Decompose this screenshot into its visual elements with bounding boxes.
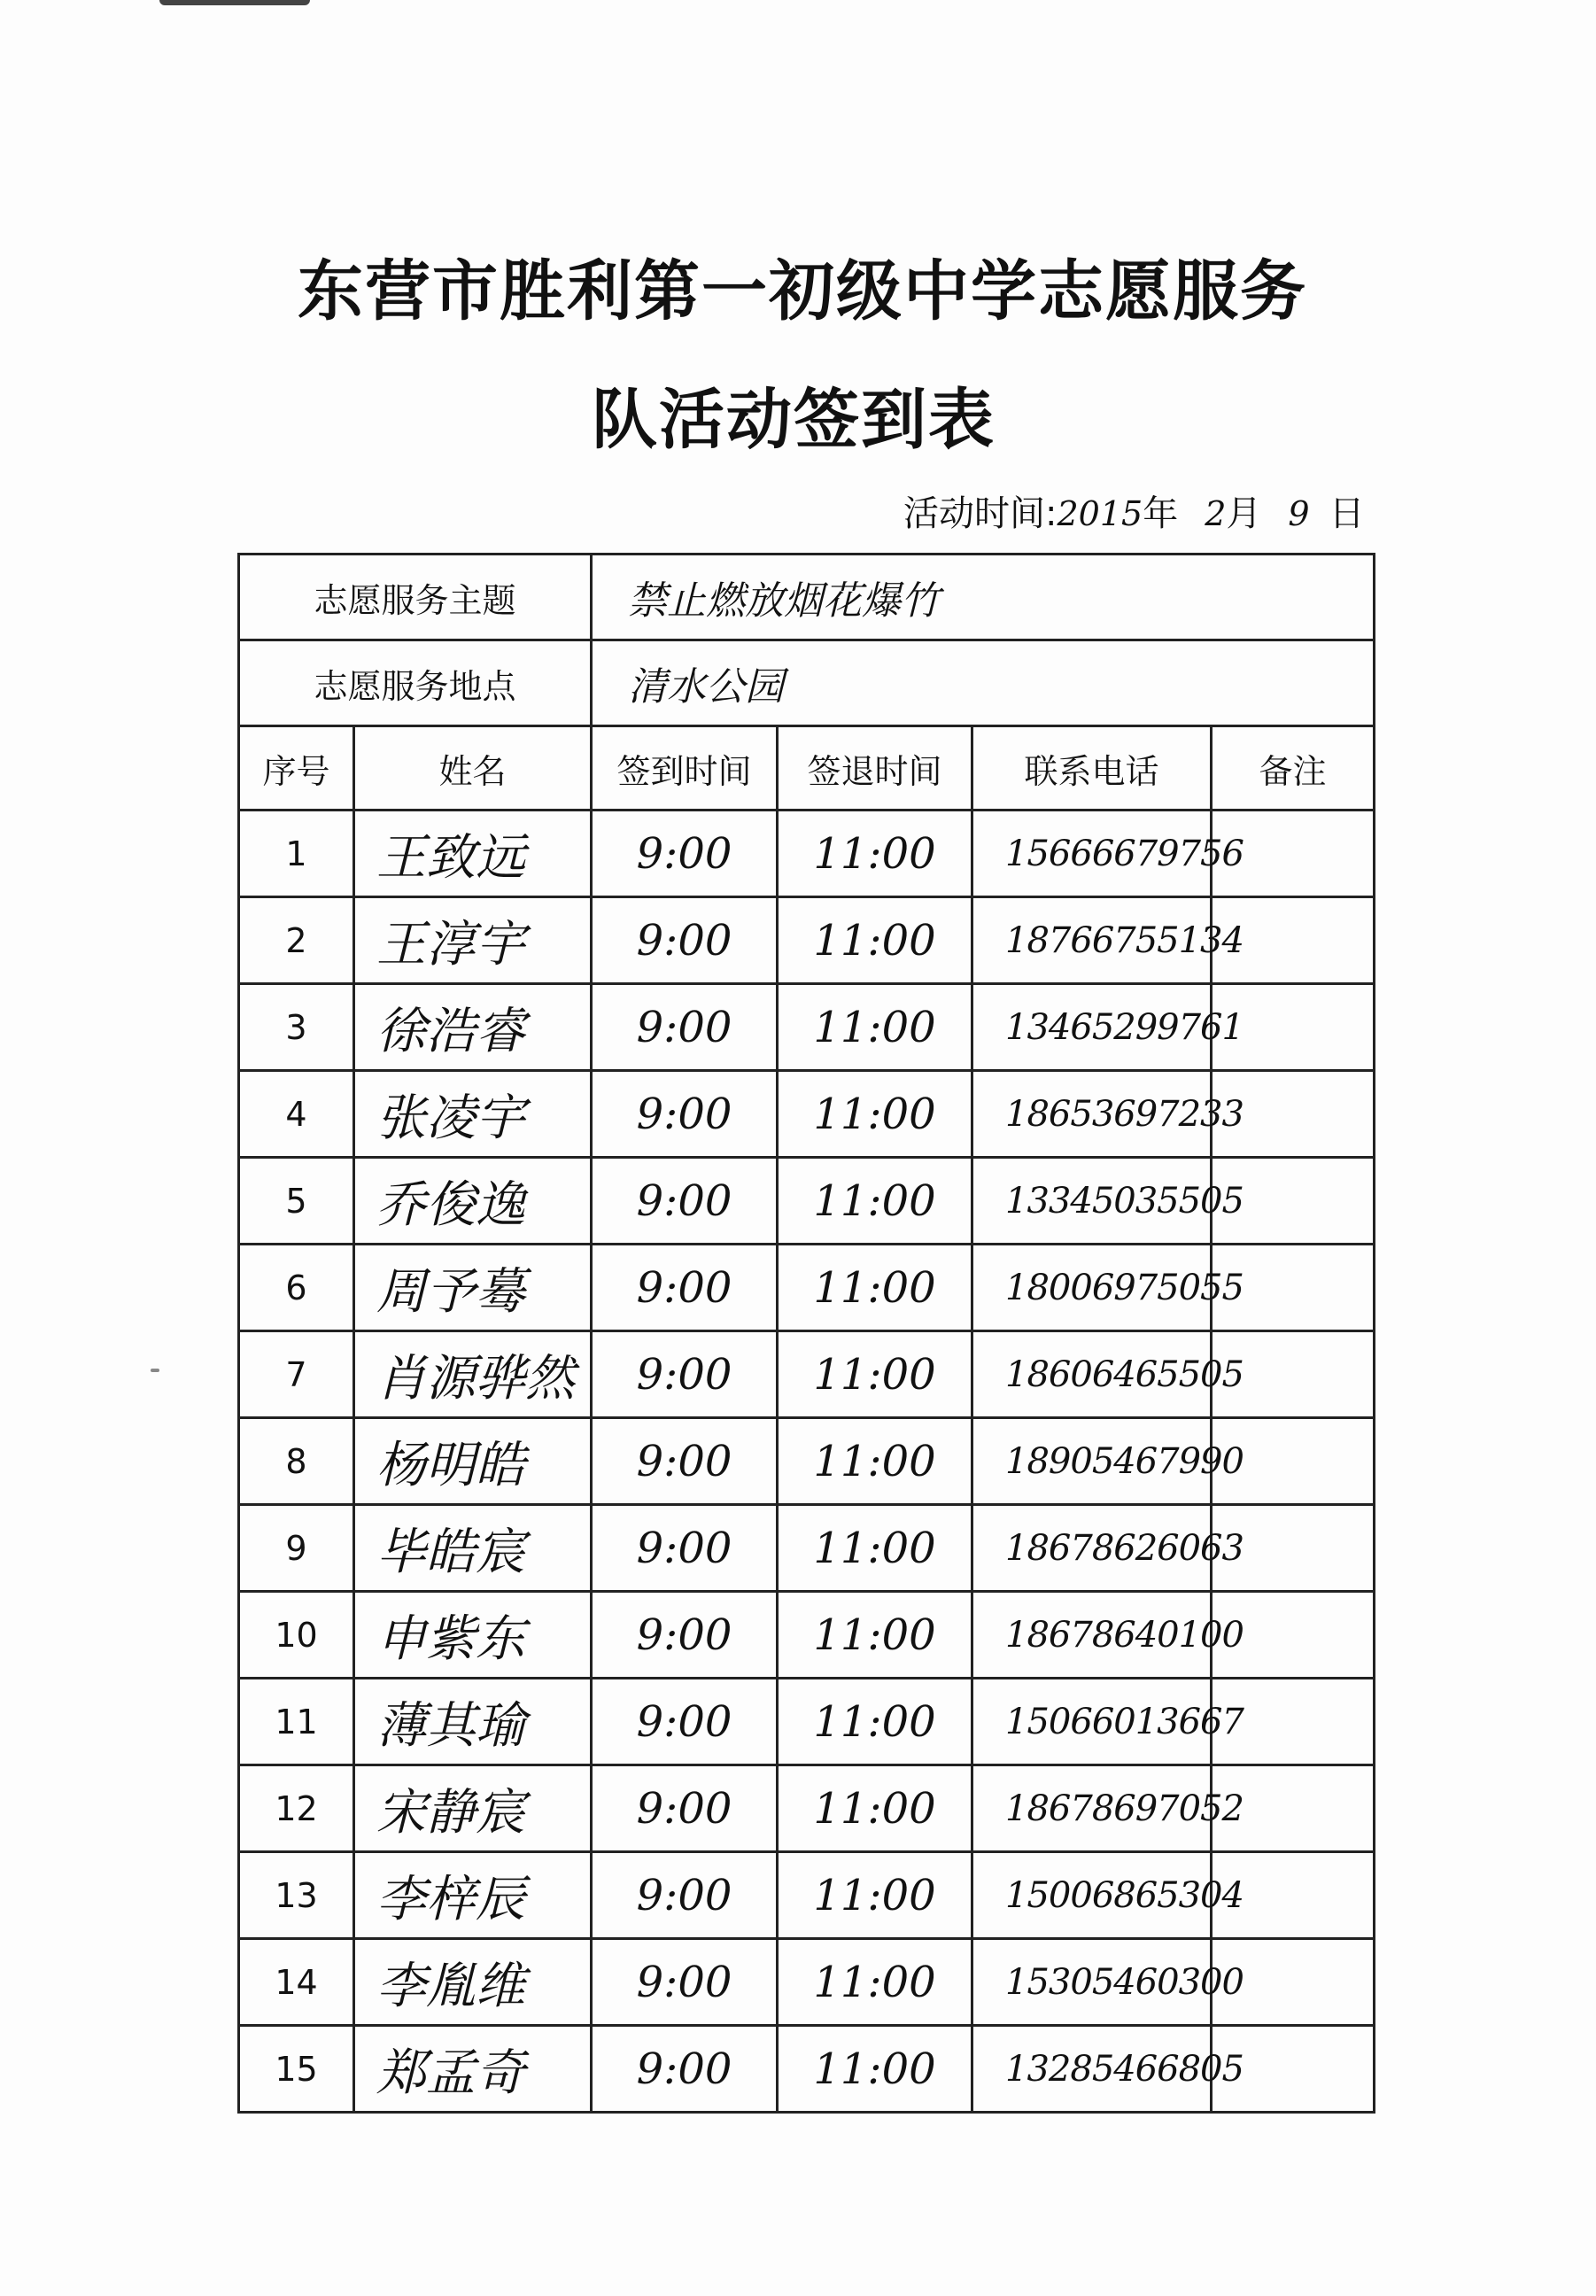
document-title-line-2: 队活动签到表 xyxy=(592,382,996,458)
row-seq: 6 xyxy=(239,1245,354,1331)
row-seq: 14 xyxy=(239,1939,354,2026)
row-sign-out: 11:00 xyxy=(778,1331,972,1418)
activity-day: 9 xyxy=(1288,494,1310,533)
row-sign-in: 9:00 xyxy=(592,1158,778,1245)
activity-year: 2015 xyxy=(1057,494,1143,533)
column-header-sign-out: 签退时间 xyxy=(778,726,972,811)
location-row xyxy=(239,640,1375,726)
activity-date-label: 活动时间: xyxy=(903,493,1058,534)
row-seq: 10 xyxy=(239,1592,354,1679)
row-phone: 18766755134 xyxy=(972,897,1212,984)
row-phone: 15006865304 xyxy=(972,1852,1212,1939)
row-sign-in: 9:00 xyxy=(592,1765,778,1852)
row-seq: 1 xyxy=(239,811,354,897)
row-name: 张凌宇 xyxy=(354,1071,592,1158)
row-name: 杨明皓 xyxy=(354,1418,592,1505)
row-phone: 18678640100 xyxy=(972,1592,1212,1679)
table-row xyxy=(239,1765,1375,1852)
location-value: 清水公园 xyxy=(592,640,1375,726)
row-phone: 18653697233 xyxy=(972,1071,1212,1158)
row-seq: 15 xyxy=(239,2026,354,2113)
row-seq: 3 xyxy=(239,984,354,1071)
row-phone: 18606465505 xyxy=(972,1331,1212,1418)
table-row xyxy=(239,1418,1375,1505)
column-header-sign-in: 签到时间 xyxy=(592,726,778,811)
row-sign-in: 9:00 xyxy=(592,1679,778,1765)
row-phone: 15066013667 xyxy=(972,1679,1212,1765)
row-phone: 13345035505 xyxy=(972,1158,1212,1245)
row-sign-in: 9:00 xyxy=(592,897,778,984)
activity-month-unit: 月 xyxy=(1226,493,1262,534)
row-phone: 13465299761 xyxy=(972,984,1212,1071)
row-sign-in: 9:00 xyxy=(592,1592,778,1679)
row-sign-in: 9:00 xyxy=(592,1245,778,1331)
row-name: 乔俊逸 xyxy=(354,1158,592,1245)
row-phone: 15305460300 xyxy=(972,1939,1212,2026)
column-header-phone: 联系电话 xyxy=(972,726,1212,811)
row-sign-out: 11:00 xyxy=(778,1505,972,1592)
row-sign-out: 11:00 xyxy=(778,1852,972,1939)
table-row xyxy=(239,1071,1375,1158)
theme-label: 志愿服务主题 xyxy=(239,555,592,640)
row-seq: 5 xyxy=(239,1158,354,1245)
row-sign-out: 11:00 xyxy=(778,1679,972,1765)
row-phone: 18678697052 xyxy=(972,1765,1212,1852)
row-sign-in: 9:00 xyxy=(592,1331,778,1418)
column-header-note: 备注 xyxy=(1212,726,1375,811)
row-sign-in: 9:00 xyxy=(592,1418,778,1505)
row-sign-in: 9:00 xyxy=(592,984,778,1071)
row-phone: 13285466805 xyxy=(972,2026,1212,2113)
activity-year-unit: 年 xyxy=(1143,493,1179,534)
row-sign-out: 11:00 xyxy=(778,1592,972,1679)
row-seq: 8 xyxy=(239,1418,354,1505)
row-name: 宋静宸 xyxy=(354,1765,592,1852)
stray-ink-dot xyxy=(151,1369,159,1372)
row-sign-in: 9:00 xyxy=(592,811,778,897)
activity-date xyxy=(903,485,1365,536)
table-row xyxy=(239,1245,1375,1331)
table-header-row xyxy=(239,726,1375,811)
activity-month: 2 xyxy=(1205,494,1227,533)
row-sign-out: 11:00 xyxy=(778,1245,972,1331)
table-row xyxy=(239,1331,1375,1418)
theme-value: 禁止燃放烟花爆竹 xyxy=(592,555,1375,640)
row-seq: 9 xyxy=(239,1505,354,1592)
row-name: 徐浩睿 xyxy=(354,984,592,1071)
row-sign-out: 11:00 xyxy=(778,1765,972,1852)
document-title-line-1: 东营市胜利第一初级中学志愿服务 xyxy=(298,253,1307,330)
table-row xyxy=(239,897,1375,984)
theme-row xyxy=(239,555,1375,640)
row-sign-out: 11:00 xyxy=(778,2026,972,2113)
table-row xyxy=(239,1852,1375,1939)
row-sign-out: 11:00 xyxy=(778,984,972,1071)
row-name: 薄其瑜 xyxy=(354,1679,592,1765)
row-sign-in: 9:00 xyxy=(592,1071,778,1158)
row-seq: 11 xyxy=(239,1679,354,1765)
row-phone: 18905467990 xyxy=(972,1418,1212,1505)
table-row xyxy=(239,984,1375,1071)
row-name: 李梓辰 xyxy=(354,1852,592,1939)
row-name: 王致远 xyxy=(354,811,592,897)
row-sign-out: 11:00 xyxy=(778,811,972,897)
sign-in-table xyxy=(237,553,1375,2114)
table-row xyxy=(239,1505,1375,1592)
row-sign-out: 11:00 xyxy=(778,1418,972,1505)
table-row xyxy=(239,1592,1375,1679)
row-seq: 7 xyxy=(239,1331,354,1418)
row-name: 郑孟奇 xyxy=(354,2026,592,2113)
row-name: 周予蓦 xyxy=(354,1245,592,1331)
row-sign-out: 11:00 xyxy=(778,1158,972,1245)
column-header-seq: 序号 xyxy=(239,726,354,811)
activity-day-unit: 日 xyxy=(1329,493,1365,534)
row-phone: 15666679756 xyxy=(972,811,1212,897)
row-sign-out: 11:00 xyxy=(778,1071,972,1158)
row-name: 李胤维 xyxy=(354,1939,592,2026)
row-seq: 4 xyxy=(239,1071,354,1158)
table-row xyxy=(239,1939,1375,2026)
location-label: 志愿服务地点 xyxy=(239,640,592,726)
row-sign-in: 9:00 xyxy=(592,1939,778,2026)
row-name: 申紫东 xyxy=(354,1592,592,1679)
scan-edge-mark xyxy=(159,0,310,5)
row-seq: 2 xyxy=(239,897,354,984)
row-seq: 12 xyxy=(239,1765,354,1852)
column-header-name: 姓名 xyxy=(354,726,592,811)
row-phone: 18006975055 xyxy=(972,1245,1212,1331)
row-name: 肖源骅然 xyxy=(354,1331,592,1418)
row-sign-in: 9:00 xyxy=(592,2026,778,2113)
row-sign-in: 9:00 xyxy=(592,1505,778,1592)
row-sign-out: 11:00 xyxy=(778,897,972,984)
table-row xyxy=(239,1679,1375,1765)
table-row xyxy=(239,2026,1375,2113)
row-sign-in: 9:00 xyxy=(592,1852,778,1939)
row-seq: 13 xyxy=(239,1852,354,1939)
row-name: 毕皓宸 xyxy=(354,1505,592,1592)
table-row xyxy=(239,1158,1375,1245)
row-sign-out: 11:00 xyxy=(778,1939,972,2026)
row-name: 王淳宇 xyxy=(354,897,592,984)
table-row xyxy=(239,811,1375,897)
row-phone: 18678626063 xyxy=(972,1505,1212,1592)
